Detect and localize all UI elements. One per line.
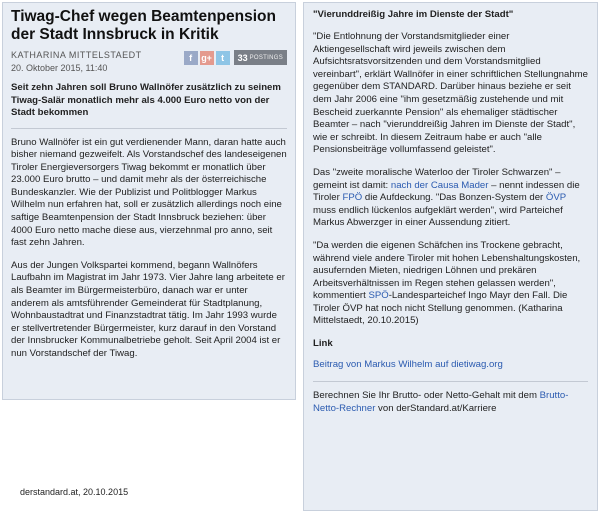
sidebar-footer (313, 390, 588, 415)
sidebar-paragraph-1: "Die Entlohnung der Vorstandsmitglieder einer Aktiengesellschaft wird jeweils zwischen dem Aufsichtsratsvorsitzenden und dem Vorstandsmitglied vereinbart", erklärt Wallnöfer in einer schriftlichen Stellungnahme gegenüber dem STANDARD. Darüber hinaus beziehe er seit dem Jahr 2006 eine "ihm gesetzmäßig zustehende und mit Bescheid zuerkannte Pension" als ehemaliger städtischer Beamter – nach "vierunddreißig Jahren im Dienste der Stadt", wie er schreibt. In diesem Zeitraum habe er auch "alle Pensionsbeiträge vollumfassend geleistet". (313, 31, 589, 156)
article-meta (11, 50, 287, 76)
postings-count: 33 (237, 52, 248, 63)
link-fpoe[interactable]: FPÖ (342, 192, 363, 204)
link-dietiwag[interactable]: Beitrag von Markus Wilhelm auf dietiwag.org (313, 359, 503, 371)
link-oevp[interactable]: ÖVP (545, 192, 566, 204)
link-spoe[interactable]: SPÖ (368, 290, 389, 302)
article-date: 20. Oktober 2015, 11:40 (11, 63, 108, 73)
social-share-bar (184, 50, 287, 65)
article-headline: Tiwag-Chef wegen Beamtenpension der Stadt Innsbruck in Kritik (11, 8, 276, 43)
link-brutto-netto-rechner[interactable]: Brutto-Netto-Rechner (313, 390, 569, 414)
article-lead: Seit zehn Jahren soll Bruno Wallnöfer zusätzlich zu seinem Tiwag-Salär monatlich mehr als 4.000 Euro netto von der Stadt bekommen (11, 82, 281, 118)
article-panel (2, 2, 296, 400)
postings-label: POSTINGS (249, 54, 283, 61)
link-causa-mader[interactable]: nach der Causa Mader (390, 179, 489, 191)
article-paragraph-2: Aus der Jungen Volkspartei kommend, begann Wallnöfers Laufbahn im Magistrat im Jahr 1973. Vier Jahre lang arbeitete er als Beamter im Bürgermeisterbüro, danach war er unter anderem als amtsführender Gemeinderat für Stadtplanung, Wohnbaustadtrat und Finanzstadtrat tätig. Im Jahr 1993 wurde er stellvertretender Bürgermeister, kurz darauf in den Vorstand der Innsbrucker Kommunalbetriebe geholt. Seit April 2004 ist er nun Vorstandschef der Tiwag. (11, 259, 285, 359)
article-paragraph-1: Bruno Wallnöfer ist ein gut verdienender Mann, daran hatte auch bisher niemand gezweifelt. Als Vorstandschef des landeseigenen Tiroler Energieversorgers Tiwag bekommt er monatlich über 23.000 Euro brutto – und damit mehr als der österreichische Bundeskanzler. Wie der Publizist und Politblogger Markus Wilhelm nun erfahren hat, soll er zusätzlich allerdings noch eine saftige Beamtenpension der Stadt Innsbruck beziehen: über 4000 Euro netto mache diese aus, vierzehnmal pro anno, seit fast zehn Jahren. (11, 136, 287, 249)
sidebar-paragraph-2 (313, 167, 588, 230)
sidebar-paragraph-3 (313, 240, 588, 328)
text-span: Das "zweite moralische Waterloo der Tiroler Schwarzen" – gemeint ist damit: (313, 166, 561, 191)
text-span: Berechnen Sie Ihr Brutto- oder Netto-Gehalt mit dem (313, 390, 540, 402)
link-section-heading: Link (313, 338, 333, 350)
article-author: KATHARINA MITTELSTAEDT (11, 50, 142, 60)
facebook-icon[interactable]: f (184, 51, 198, 65)
sidebar-panel (303, 2, 598, 511)
lead-divider (11, 128, 287, 129)
text-span: die Aufdeckung. "Das Bonzen-System der (362, 192, 546, 204)
text-span: -Landesparteichef Ingo Mayr den Fall. Die Tiroler ÖVP hat noch nicht Stellung genommen. (Katharina Mittelstaedt, 20.10.2015) (313, 290, 568, 327)
sidebar-divider (313, 381, 588, 382)
text-span: muss endlich lückenlos aufgeklärt werden", wird Parteichef Markus Abwerzger in einer Aussendung zitiert. (313, 204, 563, 229)
text-span: von derStandard.at/Karriere (375, 402, 497, 414)
googleplus-icon[interactable]: g+ (201, 52, 212, 63)
text-span: "Da werden die eigenen Schäfchen ins Trockene gebracht, während viele andere Tiroler mit hohen Lebenshaltungskosten, ausufernden Mieten, niedrigen Löhnen und prekären Arbeitsverhältnissen im Regen stehen gelassen werden", kommentiert (313, 239, 581, 302)
sidebar-title: "Vierunddreißig Jahre im Dienste der Stadt" (313, 9, 514, 20)
postings-button[interactable] (234, 50, 287, 65)
source-caption: derstandard.at, 20.10.2015 (20, 487, 129, 497)
twitter-icon[interactable]: t (216, 51, 230, 65)
text-span: – nennt indessen die Tiroler (313, 179, 580, 204)
